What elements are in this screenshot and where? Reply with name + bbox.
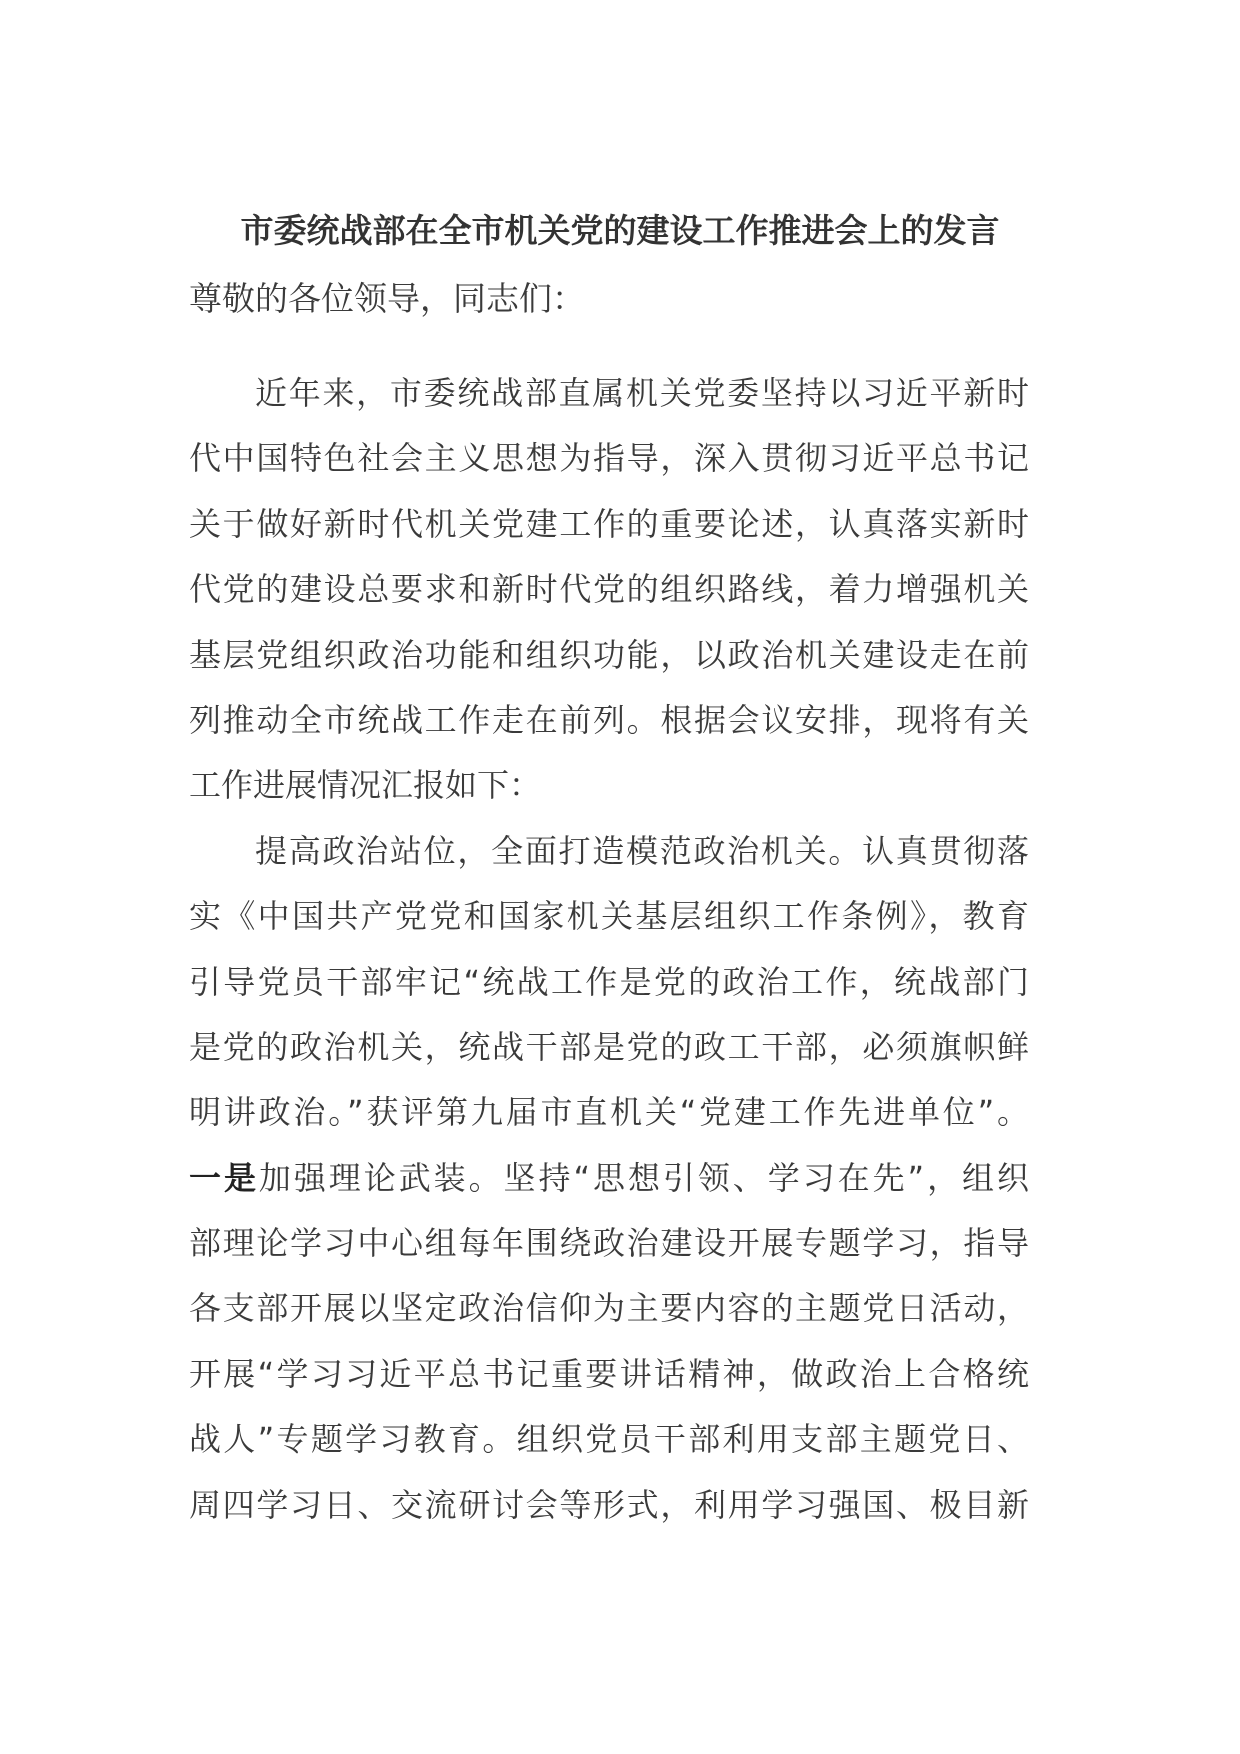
paragraph-line: 基层党组织政治功能和组织功能，以政治机关建设走在前 [189, 635, 1029, 674]
paragraph-line: 各支部开展以坚定政治信仰为主要内容的主题党日活动， [189, 1289, 1029, 1328]
bold-prefix: 一是 [189, 1158, 259, 1197]
paragraph-line: 周四学习日、交流研讨会等形式，利用学习强国、极目新 [189, 1485, 1029, 1524]
paragraph-line: 提高政治站位，全面打造模范政治机关。认真贯彻落 [255, 831, 1029, 870]
paragraph-line [189, 1146, 1029, 1211]
paragraph-line: 战人”专题学习教育。组织党员干部利用支部主题党日、 [189, 1420, 1029, 1459]
document-body [189, 361, 1029, 1538]
salutation: 尊敬的各位领导，同志们： [189, 279, 585, 318]
paragraph-line: 工作进展情况汇报如下： [189, 766, 542, 805]
paragraph-line: 部理论学习中心组每年围绕政治建设开展专题学习，指导 [189, 1224, 1029, 1263]
paragraph-line: 实《中国共产党党和国家机关基层组织工作条例》，教育 [189, 897, 1029, 936]
paragraph-line: 开展“学习习近平总书记重要讲话精神，做政治上合格统 [189, 1354, 1029, 1393]
paragraph-line: 代中国特色社会主义思想为指导，深入贯彻习近平总书记 [189, 439, 1029, 478]
paragraph-line: 近年来，市委统战部直属机关党委坚持以习近平新时 [255, 374, 1029, 412]
paragraph-line: 关于做好新时代机关党建工作的重要论述，认真落实新时 [189, 504, 1029, 543]
paragraph-line: 引导党员干部牢记“统战工作是党的政治工作，统战部门 [189, 962, 1029, 1001]
line-text: 加强理论武装。坚持“思想引领、学习在先”，组织 [258, 1158, 1029, 1197]
paragraph-line: 代党的建设总要求和新时代党的组织路线，着力增强机关 [189, 570, 1029, 609]
paragraph-line: 是党的政治机关，统战干部是党的政工干部，必须旗帜鲜 [189, 1027, 1029, 1066]
paragraph-line: 明讲政治。”获评第九届市直机关“党建工作先进单位”。 [189, 1093, 1029, 1132]
document-title: 市委统战部在全市机关党的建设工作推进会上的发言 [240, 211, 1000, 250]
paragraph-line: 列推动全市统战工作走在前列。根据会议安排，现将有关 [189, 700, 1029, 739]
